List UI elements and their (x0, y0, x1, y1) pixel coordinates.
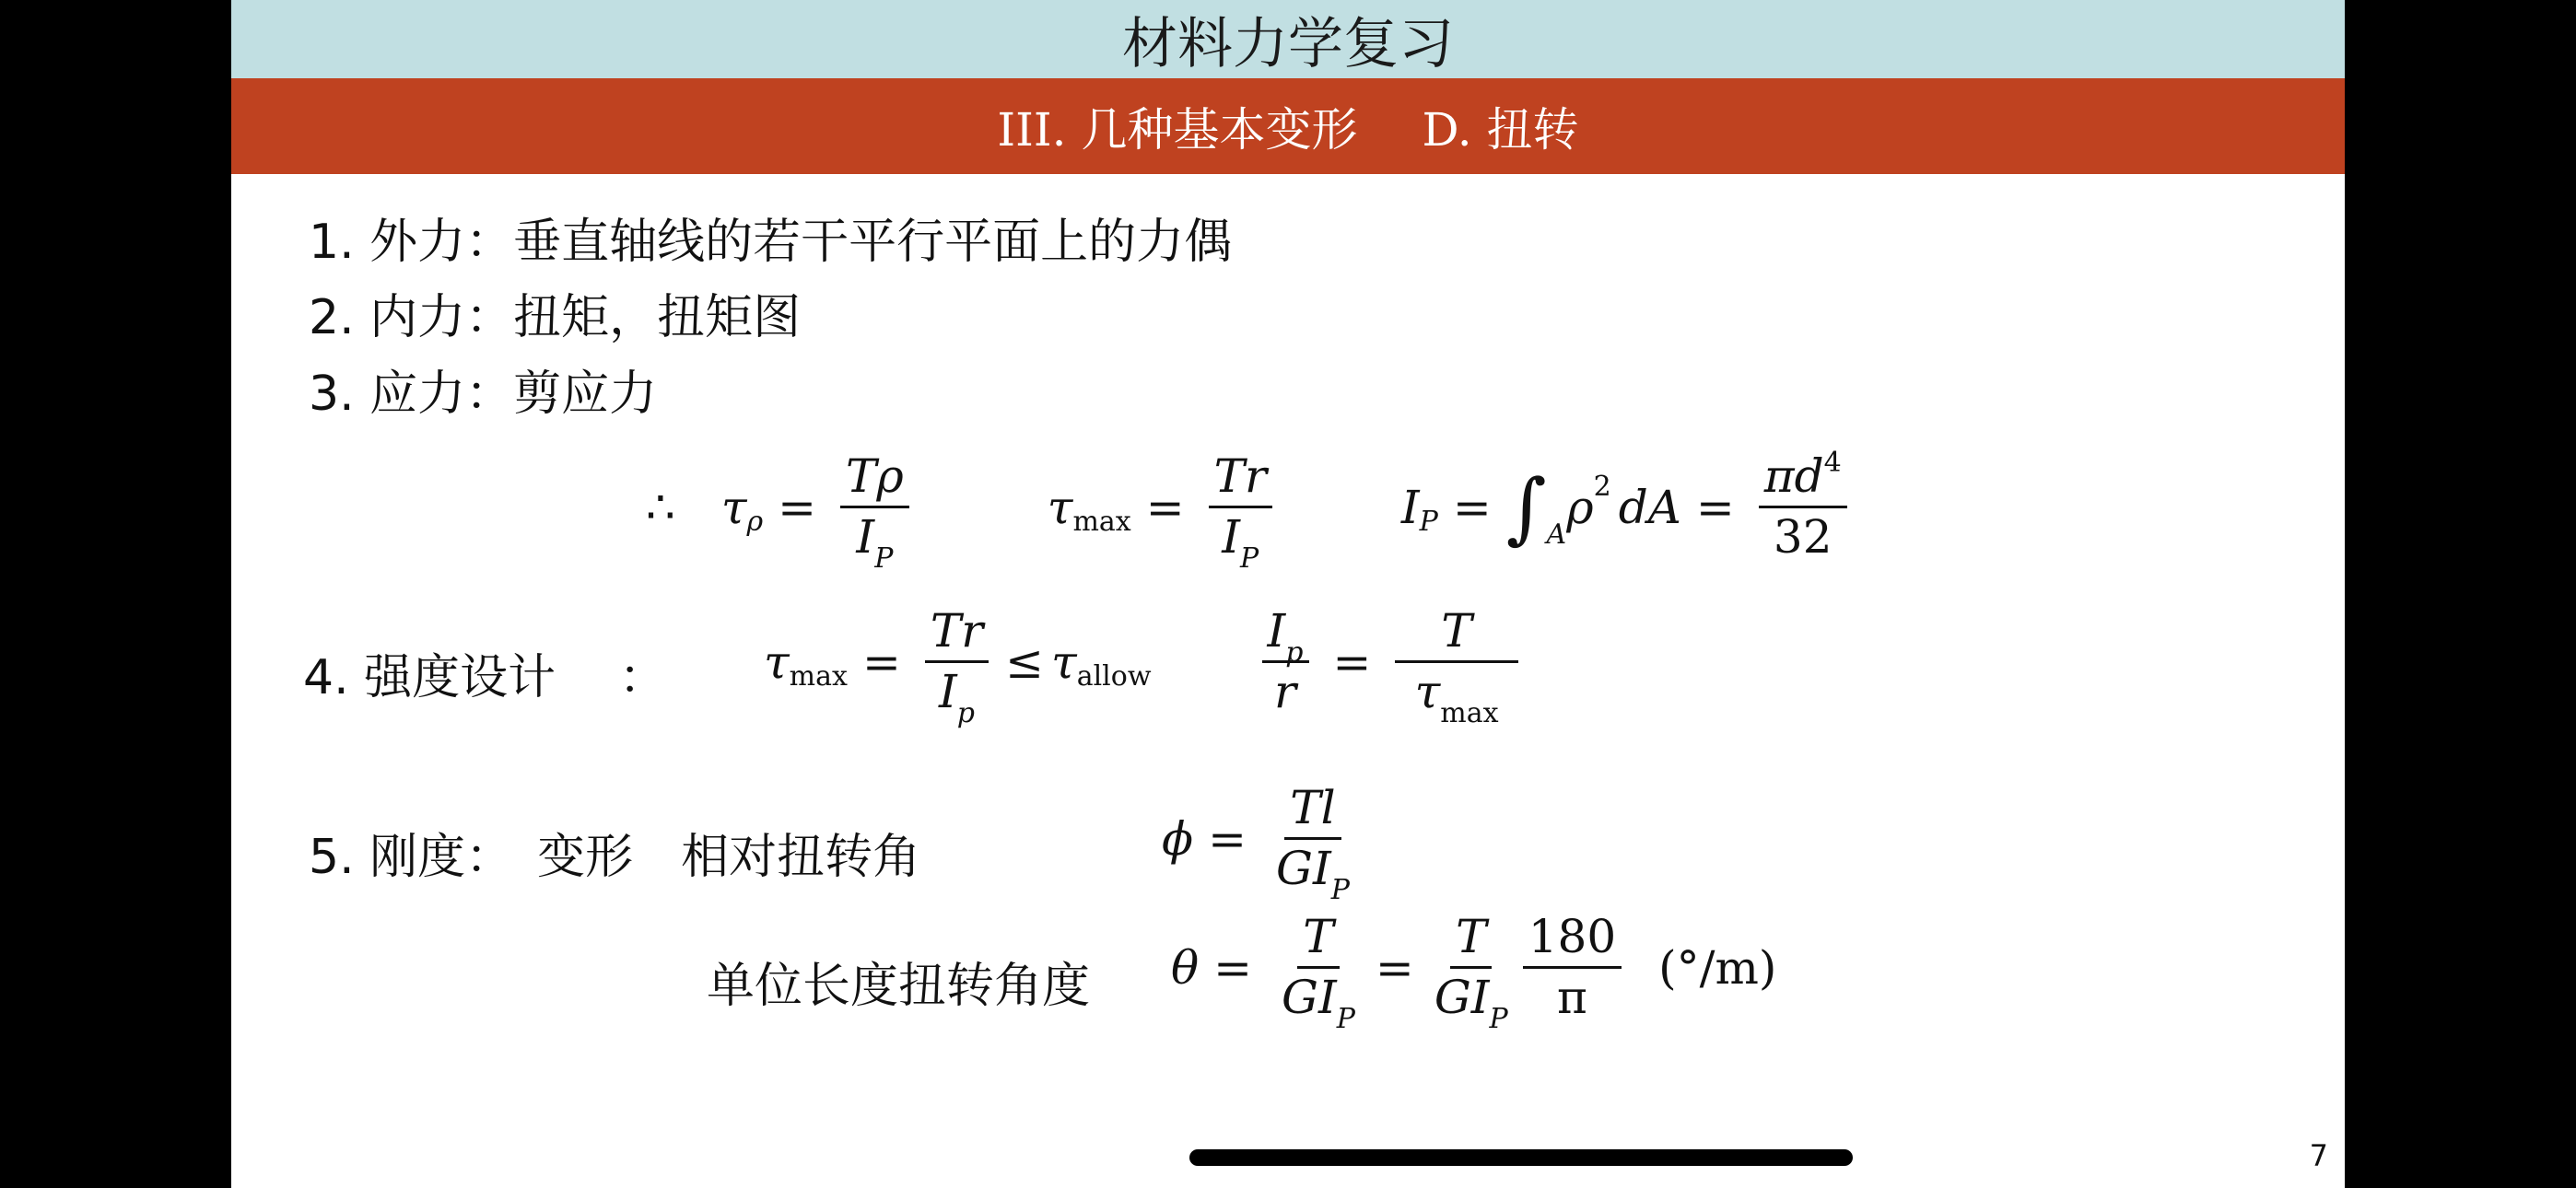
fraction-trho-over-ip (840, 449, 909, 575)
fraction-pid4-over-32 (1759, 447, 1847, 564)
rho-subscript: ρ (746, 506, 764, 538)
fraction-t-over-gip (1429, 910, 1514, 1035)
pi-d: πd (1763, 449, 1824, 503)
p-subscript: p (1285, 636, 1304, 669)
le-sign: ≤ (1005, 635, 1045, 689)
denominator (850, 508, 898, 575)
numerator (1759, 447, 1847, 508)
da-symbol: dA (1618, 480, 1681, 534)
denominator (933, 663, 980, 729)
units-label: (°/m) (1658, 940, 1777, 995)
numerator: 180 (1523, 912, 1622, 969)
section-topic: D. 扭转 (1422, 103, 1579, 157)
denominator (1429, 969, 1514, 1035)
numerator: Tr (925, 606, 989, 663)
equals-sign: = (1332, 635, 1372, 689)
equals-sign: = (1452, 480, 1492, 534)
max-subscript: max (789, 660, 848, 693)
numerator: T (1395, 606, 1517, 663)
numerator (1262, 604, 1309, 669)
denominator (1216, 508, 1264, 575)
i-symbol: I (856, 510, 875, 564)
tau-symbol: τ (1051, 635, 1077, 689)
item-stiffness: 5. 刚度： 变形 相对扭转角 (309, 830, 921, 885)
denominator (1410, 663, 1505, 729)
denominator (1276, 969, 1361, 1035)
fraction-tr-over-ip (1209, 449, 1272, 575)
page-number: 7 (2309, 1138, 2328, 1173)
allow-subscript: allow (1076, 660, 1152, 693)
fraction-180-over-pi (1523, 912, 1622, 1023)
p-subscript: P (1336, 1003, 1355, 1035)
fraction-t-over-gip (1276, 910, 1361, 1035)
item-stress: 3. 应力：剪应力 (309, 367, 658, 422)
denominator (1270, 840, 1355, 906)
p-subscript: P (1419, 506, 1438, 538)
numerator: Tl (1284, 783, 1341, 840)
formula-strength (764, 604, 1528, 729)
i-symbol: I (1470, 971, 1490, 1024)
denominator: r (1274, 665, 1296, 718)
equals-sign: = (1375, 940, 1414, 995)
item-external-force: 1. 外力：垂直轴线的若干平行平面上的力偶 (309, 215, 1233, 270)
item-internal-force: 2. 内力：扭矩，扭矩图 (309, 290, 802, 345)
equals-sign: = (1145, 480, 1185, 534)
phi-symbol: ϕ (1162, 811, 1194, 866)
formula-shear-stress (646, 447, 1856, 575)
i-symbol: I (1222, 510, 1241, 564)
numerator: T (1450, 912, 1492, 969)
p-subscript: p (956, 697, 975, 729)
equals-sign: = (778, 480, 817, 534)
rho-symbol: ρ (1566, 480, 1594, 534)
g-symbol: G (1434, 971, 1471, 1024)
item-unit-twist: 单位长度扭转角度 (707, 959, 1091, 1014)
slide-title: 材料力学复习 (1122, 11, 1454, 76)
p-subscript: P (874, 542, 894, 575)
p-subscript: P (1240, 542, 1259, 575)
fraction-t-over-taumax (1395, 604, 1517, 729)
home-indicator[interactable] (1189, 1149, 1853, 1166)
fraction-ip-over-r (1262, 606, 1309, 717)
fourth-power: 4 (1823, 447, 1842, 479)
g-symbol: G (1282, 971, 1318, 1024)
p-subscript: P (1489, 1003, 1508, 1035)
p-subscript: P (1330, 874, 1350, 906)
equals-sign: = (1695, 480, 1735, 534)
equals-sign: = (1208, 811, 1247, 866)
tau-symbol: τ (764, 635, 790, 689)
a-subscript: A (1546, 518, 1567, 551)
formula-unit-twist (1171, 910, 1777, 1035)
i-symbol: I (1312, 842, 1331, 895)
equals-sign: = (861, 635, 901, 689)
denominator: 32 (1773, 510, 1832, 564)
tau-symbol: τ (1047, 480, 1073, 534)
g-symbol: G (1276, 842, 1313, 895)
denominator: π (1557, 971, 1587, 1024)
tau-symbol: τ (720, 480, 747, 534)
i-symbol: I (1400, 480, 1420, 534)
numerator: Tρ (840, 451, 909, 508)
max-subscript: max (1440, 697, 1499, 729)
therefore-symbol: ∴ (646, 480, 675, 534)
numerator: T (1297, 912, 1339, 969)
i-symbol: I (938, 665, 957, 718)
tau-symbol: τ (1414, 665, 1441, 718)
max-subscript: max (1072, 506, 1131, 538)
item-strength-design: 4. 强度设计 ： (303, 650, 667, 705)
equals-sign: = (1213, 940, 1253, 995)
squared: 2 (1593, 471, 1611, 503)
formula-twist-angle (1162, 781, 1364, 906)
numerator: Tr (1209, 451, 1272, 508)
section-part: III. 几种基本变形 (997, 103, 1358, 157)
title-bar (231, 0, 2345, 78)
i-symbol: I (1317, 971, 1337, 1024)
theta-symbol: θ (1171, 940, 1200, 995)
i-symbol: I (1267, 604, 1286, 658)
fraction-tl-over-gip (1270, 781, 1355, 906)
slide (231, 0, 2345, 1188)
fraction-tr-over-ip (925, 604, 989, 729)
integral-sign: ∫ (1505, 461, 1547, 553)
section-bar (231, 78, 2345, 174)
